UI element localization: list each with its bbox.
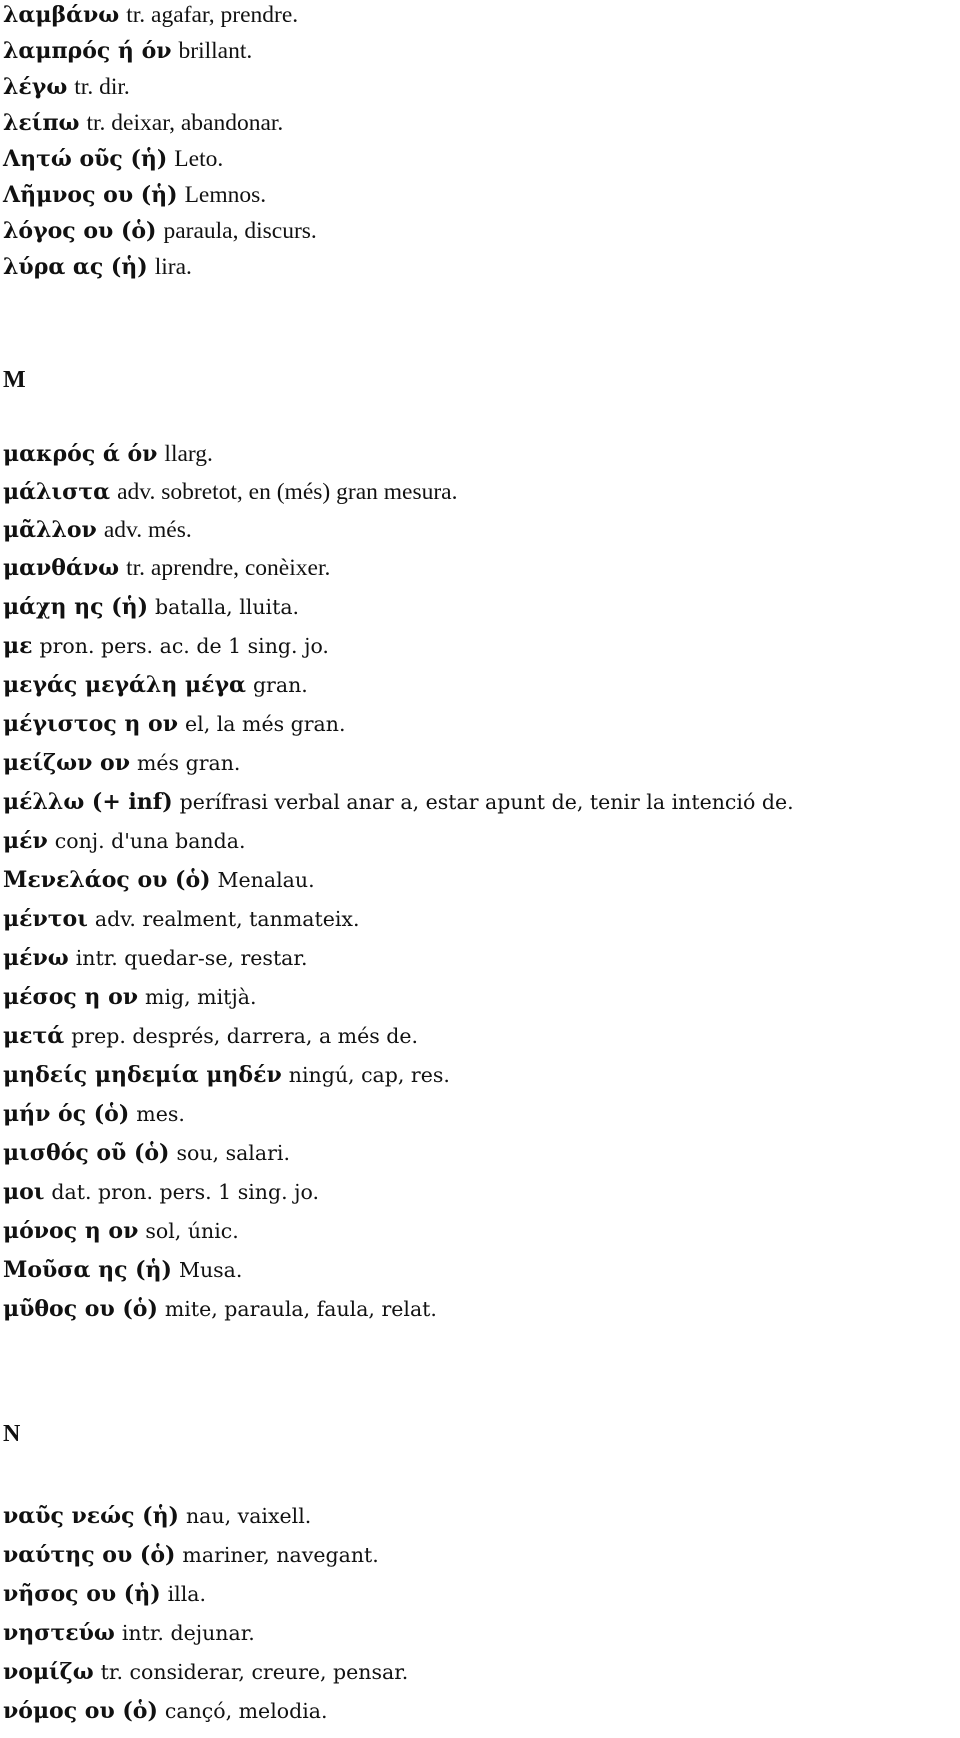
- entry-headword: μᾶλλον: [3, 517, 97, 543]
- entry-definition: tr. considerar, creure, pensar.: [100, 1660, 409, 1684]
- entry-headword: λείπω: [3, 110, 80, 136]
- entry-definition: Leto.: [174, 146, 224, 172]
- entry-definition: gran.: [252, 673, 308, 697]
- glossary-entry: [3, 148, 223, 172]
- entry-headword: λαμβάνω: [3, 2, 120, 28]
- glossary-entry: [3, 674, 308, 697]
- glossary-entry: [3, 986, 257, 1009]
- entry-headword: Μενελάος ου (ὁ): [3, 867, 211, 893]
- glossary-entry: [3, 1142, 290, 1165]
- entry-definition: Musa.: [178, 1258, 243, 1282]
- entry-definition: sou, salari.: [176, 1141, 290, 1165]
- entry-headword: Λῆμνος ου (ἡ): [3, 182, 178, 208]
- entry-headword: μανθάνω: [3, 555, 120, 581]
- glossary-entry: [3, 1064, 450, 1087]
- glossary-entry: [3, 947, 307, 970]
- glossary-entry: [3, 908, 359, 931]
- glossary-entry: [3, 635, 329, 658]
- glossary-entry: [3, 4, 298, 28]
- glossary-entry: [3, 1103, 185, 1126]
- glossary-entry: [3, 791, 794, 814]
- glossary-entry: [3, 1298, 437, 1321]
- glossary-entry: [3, 1661, 408, 1684]
- entry-definition: llarg.: [164, 441, 213, 467]
- entry-headword: μακρός ά όν: [3, 441, 158, 467]
- entry-definition: adv. sobretot, en (més) gran mesura.: [117, 479, 458, 505]
- entry-headword: μέντοι: [3, 906, 88, 932]
- entry-definition: lira.: [154, 254, 192, 280]
- entry-headword: Λητώ οῦς (ἡ): [3, 146, 168, 172]
- entry-headword: μοι: [3, 1179, 45, 1205]
- glossary-entry: [3, 220, 317, 244]
- entry-headword: μείζων ον: [3, 750, 130, 776]
- entry-headword: μένω: [3, 945, 69, 971]
- entry-definition: nau, vaixell.: [185, 1504, 312, 1528]
- entry-headword: λαμπρός ή όν: [3, 38, 172, 64]
- entry-definition: mig, mitjà.: [145, 985, 257, 1009]
- entry-definition: sol, únic.: [145, 1219, 239, 1243]
- entry-definition: cançó, melodia.: [164, 1699, 328, 1723]
- entry-definition: mes.: [136, 1102, 185, 1126]
- glossary-entry: [3, 40, 252, 64]
- entry-headword: ναῦς νεώς (ἡ): [3, 1503, 179, 1529]
- entry-definition: pron. pers. ac. de 1 sing. jo.: [39, 634, 329, 658]
- entry-definition: tr. dir.: [74, 74, 130, 100]
- entry-headword: μέσος η ον: [3, 984, 139, 1010]
- entry-definition: més gran.: [136, 751, 241, 775]
- entry-definition: tr. agafar, prendre.: [126, 2, 299, 28]
- glossary-entry: [3, 443, 213, 467]
- entry-definition: Lemnos.: [184, 182, 267, 208]
- glossary-entry: [3, 1622, 255, 1645]
- glossary-entry: [3, 1181, 319, 1204]
- glossary-entry: [3, 1505, 311, 1528]
- entry-headword: νόμος ου (ὁ): [3, 1698, 158, 1724]
- entry-definition: illa.: [167, 1582, 207, 1606]
- entry-headword: μέλλω (+ inf): [3, 789, 173, 815]
- entry-definition: Menalau.: [217, 868, 315, 892]
- entry-definition: adv. més.: [103, 517, 192, 543]
- section-letter-m: M: [3, 367, 26, 393]
- glossary-entry: [3, 596, 299, 619]
- entry-headword: λέγω: [3, 74, 68, 100]
- entry-headword: μῦθος ου (ὁ): [3, 1296, 158, 1322]
- entry-definition: tr. deixar, abandonar.: [86, 110, 284, 136]
- entry-headword: μήν ός (ὁ): [3, 1101, 130, 1127]
- entry-definition: batalla, lluita.: [155, 595, 300, 619]
- glossary-entry: [3, 869, 315, 892]
- glossary-entry: [3, 1025, 418, 1048]
- entry-headword: μετά: [3, 1023, 65, 1049]
- entry-definition: dat. pron. pers. 1 sing. jo.: [51, 1180, 319, 1204]
- entry-headword: μάχη ης (ἡ): [3, 594, 149, 620]
- entry-definition: el, la més gran.: [185, 712, 346, 736]
- entry-headword: λόγος ου (ὁ): [3, 218, 157, 244]
- glossary-entry: [3, 1583, 206, 1606]
- glossary-entry: [3, 112, 283, 136]
- entry-headword: μηδείς μηδεμία μηδέν: [3, 1062, 282, 1088]
- entry-definition: perífrasi verbal anar a, estar apunt de, tenir la intenció de.: [179, 790, 794, 814]
- glossary-entry: [3, 256, 192, 280]
- entry-definition: tr. aprendre, conèixer.: [126, 555, 331, 581]
- entry-headword: μάλιστα: [3, 479, 111, 505]
- glossary-entry: [3, 184, 266, 208]
- entry-headword: νηστεύω: [3, 1620, 115, 1646]
- entry-definition: paraula, discurs.: [163, 218, 317, 244]
- glossary-entry: [3, 1220, 239, 1243]
- entry-definition: adv. realment, tanmateix.: [94, 907, 360, 931]
- entry-definition: ningú, cap, res.: [288, 1063, 450, 1087]
- glossary-entry: [3, 830, 245, 853]
- entry-headword: Μοῦσα ης (ἡ): [3, 1257, 172, 1283]
- entry-headword: μόνος η ον: [3, 1218, 139, 1244]
- glossary-entry: [3, 752, 240, 775]
- glossary-entry: [3, 1700, 328, 1723]
- glossary-entry: [3, 481, 457, 505]
- entry-headword: νῆσος ου (ἡ): [3, 1581, 161, 1607]
- entry-headword: με: [3, 633, 33, 659]
- entry-definition: intr. dejunar.: [121, 1621, 255, 1645]
- glossary-entry: [3, 519, 192, 543]
- entry-definition: intr. quedar-se, restar.: [75, 946, 308, 970]
- glossary-entry: [3, 557, 330, 581]
- glossary-entry: [3, 76, 130, 100]
- entry-headword: ναύτης ου (ὁ): [3, 1542, 176, 1568]
- glossary-entry: [3, 713, 346, 736]
- glossary-entry: [3, 1259, 242, 1282]
- entry-headword: λύρα ας (ἡ): [3, 254, 148, 280]
- entry-headword: μεγάς μεγάλη μέγα: [3, 672, 246, 698]
- entry-headword: μέν: [3, 828, 48, 854]
- entry-definition: mite, paraula, faula, relat.: [164, 1297, 437, 1321]
- entry-headword: νομίζω: [3, 1659, 94, 1685]
- entry-definition: conj. d'una banda.: [54, 829, 246, 853]
- section-letter-n: N: [3, 1421, 21, 1447]
- glossary-entry: [3, 1544, 379, 1567]
- entry-definition: brillant.: [178, 38, 253, 64]
- entry-headword: μέγιστος η ον: [3, 711, 178, 737]
- entry-definition: prep. després, darrera, a més de.: [71, 1024, 419, 1048]
- entry-definition: mariner, navegant.: [182, 1543, 379, 1567]
- entry-headword: μισθός οῦ (ὁ): [3, 1140, 170, 1166]
